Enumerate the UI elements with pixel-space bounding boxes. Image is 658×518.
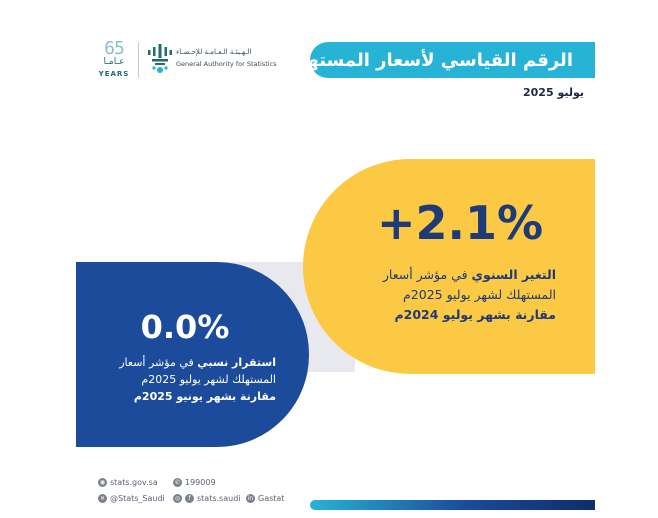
yearly-line3: مقارنة بشهر يوليو 2024م <box>394 307 556 322</box>
facebook-icon: f <box>185 494 194 503</box>
footer-linkedin[interactable] <box>246 494 284 503</box>
footer-twitter[interactable] <box>98 494 165 503</box>
footer-accent-bar <box>310 500 595 510</box>
linkedin-icon: in <box>247 495 254 502</box>
linkedin-text: Gastat <box>258 494 285 503</box>
report-date: يوليو 2025 <box>523 86 584 99</box>
monthly-change-description <box>88 354 276 405</box>
phone-text: 199009 <box>185 478 216 487</box>
years-number: 65 <box>104 38 124 59</box>
social-text: stats.saudi <box>197 494 241 503</box>
logo-group <box>96 38 277 82</box>
website-text: stats.gov.sa <box>110 478 158 487</box>
yearly-label-rest: في مؤشر أسعار <box>382 267 472 282</box>
gastat-emblem-icon <box>146 42 174 76</box>
monthly-line2: المستهلك لشهر يوليو 2025م <box>141 373 276 386</box>
yearly-label-bold: التغير السنوي <box>471 267 556 282</box>
org-name-english: General Authority for Statistics <box>176 60 277 68</box>
yearly-change-value: +2.1% <box>376 196 544 250</box>
footer-phone[interactable] <box>173 478 216 487</box>
yearly-line2: المستهلك لشهر يوليو 2025م <box>403 287 556 302</box>
yearly-change-description <box>330 265 556 325</box>
page-title: الرقم القياسي لأسعار المستهلك <box>310 42 595 78</box>
globe-icon: ◉ <box>99 479 106 486</box>
years-arabic: عـامـا <box>103 57 125 67</box>
monthly-change-value: 0.0% <box>140 308 230 346</box>
footer-social[interactable] <box>173 494 241 503</box>
footer-website[interactable] <box>98 478 158 487</box>
monthly-line3: مقارنة بشهر يونيو 2025م <box>133 390 276 403</box>
org-name-arabic: الـهـيئـة الـعـامـة للإحـصـاء <box>176 48 252 56</box>
65-years-logo <box>96 38 132 82</box>
monthly-label-rest: في مؤشر أسعار <box>119 356 198 369</box>
monthly-label-bold: استقرار نسبي <box>197 356 276 369</box>
twitter-text: @Stats_Saudi <box>110 494 165 503</box>
instagram-icon: ◎ <box>174 495 181 502</box>
phone-icon: ✆ <box>174 479 181 486</box>
logo-divider <box>138 42 139 78</box>
x-twitter-icon: ✕ <box>99 495 106 502</box>
years-english: YEARS <box>98 70 130 78</box>
